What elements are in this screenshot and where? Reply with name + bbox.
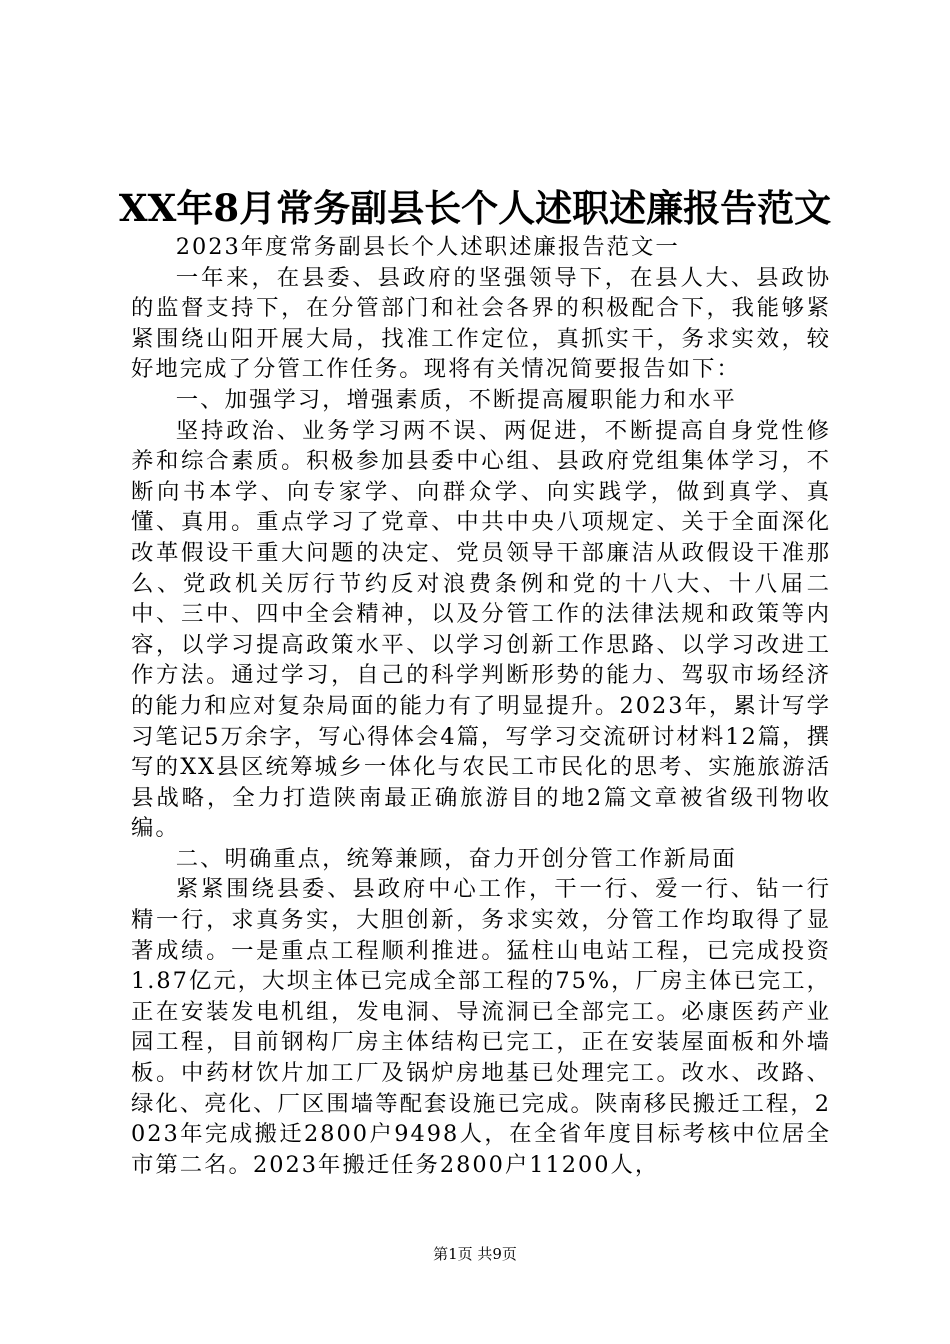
section-heading-2: 二、明确重点，统筹兼顾，奋力开创分管工作新局面 (175, 845, 737, 872)
document-body (131, 232, 831, 1180)
document-title: XX年8月常务副县长个人述职述廉报告范文 (118, 186, 832, 230)
page-footer: 第1页 共9页 (433, 1245, 517, 1263)
section-heading-1: 一、加强学习，增强素质，不断提高履职能力和水平 (175, 386, 737, 413)
subtitle-paragraph: 2023年度常务副县长个人述职述廉报告范文一 (175, 234, 680, 260)
section-2-paragraph: 紧紧围绕县委、县政府中心工作，干一行、爱一行、钻一行精一行，求真务实，大胆创新，务求实效，分管工作均取得了显著成绩。一是重点工程顺利推进。猛柱山电站工程，已完成投资1.87亿元，大坝主体已完成全部工程的75%，厂房主体已完工，正在安装发电机组，发电洞、导流洞已全部完工。必康医药产业园工程，目前钢构厂房主体结构已完工，正在安装屋面板和外墙板。中药材饮片加工厂及锅炉房地基已处理完工。改水、改路、绿化、亮化、厂区围墙等配套设施已完成。陕南移民搬迁工程，2023年完成搬迁2800户9498人，在全省年度目标考核中位居全市第二名。2023年搬迁任务2800户11200人， (131, 876, 831, 1178)
intro-paragraph: 一年来，在县委、县政府的坚强领导下，在县人大、县政协的监督支持下，在分管部门和社会各界的积极配合下，我能够紧紧围绕山阳开展大局，找准工作定位，真抓实干，务求实效，较好地完成了分管工作任务。现将有关情况简要报告如下： (131, 264, 831, 383)
section-1-paragraph: 坚持政治、业务学习两不误、两促进，不断提高自身党性修养和综合素质。积极参加县委中心组、县政府党组集体学习，不断向书本学、向专家学、向群众学、向实践学，做到真学、真懂、真用。重点学习了党章、中共中央八项规定、关于全面深化改革假设干重大问题的决定、党员领导干部廉洁从政假设干准那么、党政机关厉行节约反对浪费条例和党的十八大、十八届二中、三中、四中全会精神，以及分管工作的法律法规和政策等内容，以学习提高政策水平、以学习创新工作思路、以学习改进工作方法。通过学习，自己的科学判断形势的能力、驾驭市场经济的能力和应对复杂局面的能力有了明显提升。2023年，累计写学习笔记5万余字，写心得体会4篇，写学习交流研讨材料12篇，撰写的XX县区统筹城乡一体化与农民工市民化的思考、实施旅游活县战略，全力打造陕南最正确旅游目的地2篇文章被省级刊物收编。 (131, 417, 831, 842)
